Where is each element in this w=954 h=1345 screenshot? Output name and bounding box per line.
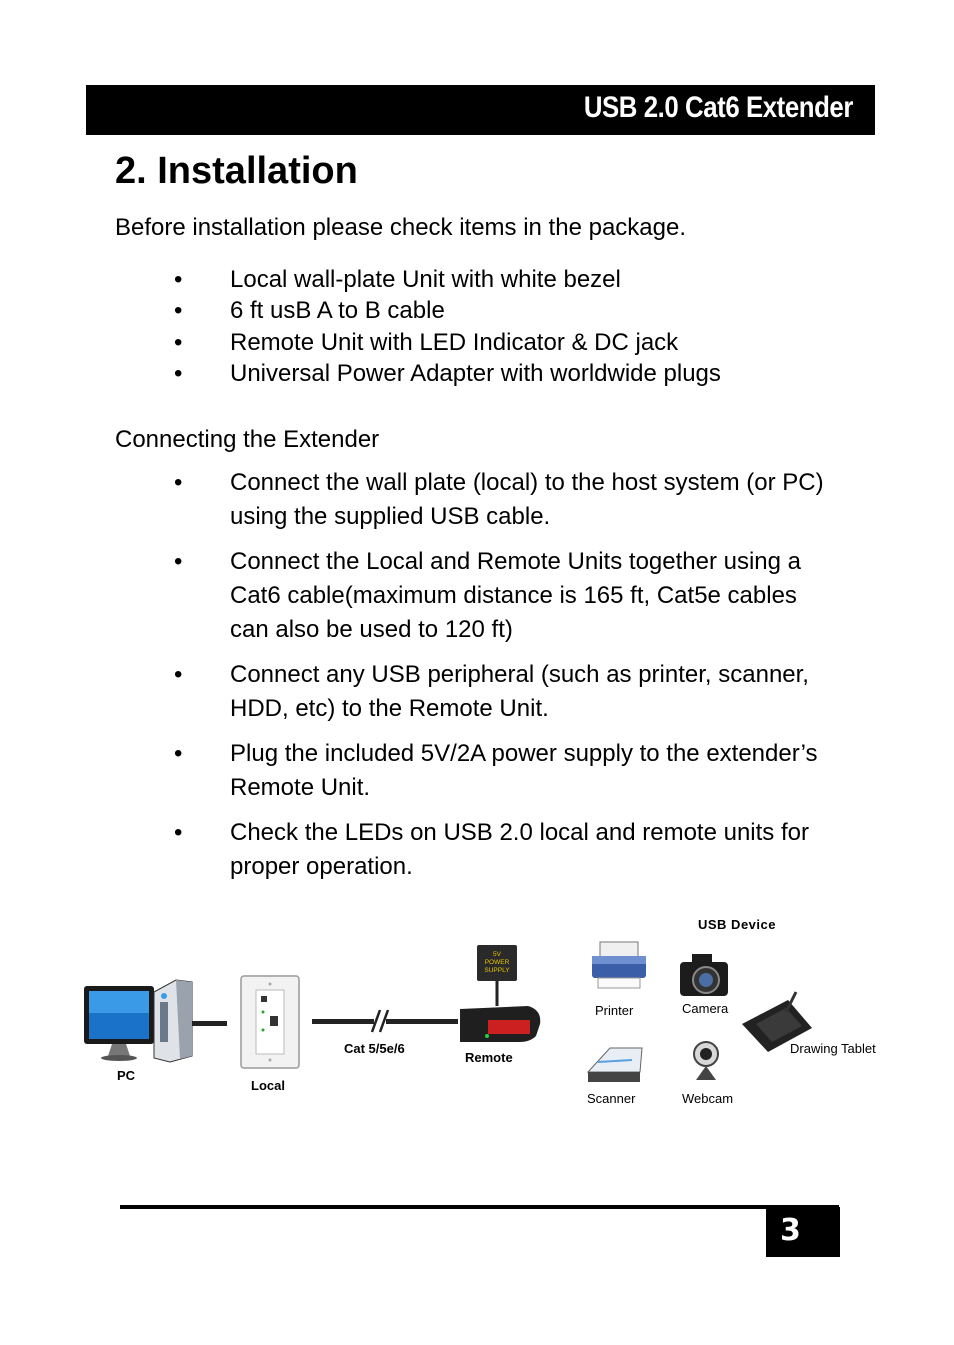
webcam-icon (694, 1042, 718, 1080)
pc-label: PC (117, 1068, 136, 1083)
camera-label: Camera (682, 1001, 729, 1016)
bullet: • (174, 359, 183, 387)
local-label: Local (251, 1078, 285, 1093)
step-text: Check the LEDs on USB 2.0 local and remote units for proper operation. (230, 819, 809, 880)
package-item: Universal Power Adapter with worldwide plugs (230, 359, 721, 387)
step-text: Plug the included 5V/2A power supply to the extender’s Remote Unit. (230, 740, 818, 801)
package-item: Remote Unit with LED Indicator & DC jack (230, 328, 679, 356)
psu-label-3: SUPPLY (484, 967, 510, 974)
list-item (0, 264, 954, 295)
bullet: • (174, 819, 183, 846)
page-number: 3 (780, 1213, 801, 1248)
cable-label: Cat 5/5e/6 (344, 1041, 405, 1056)
package-item: Local wall-plate Unit with white bezel (230, 266, 621, 293)
usb-cable-line (192, 1021, 227, 1026)
drawing-tablet-label: Drawing Tablet (790, 1041, 876, 1056)
pc-tower-icon (154, 980, 192, 1062)
package-list (0, 264, 954, 389)
printer-icon (592, 942, 646, 988)
remote-label: Remote (465, 1050, 513, 1065)
intro-text: Before installation please check items in the package. (115, 214, 686, 241)
bullet: • (174, 469, 183, 496)
psu-label-2: POWER (484, 959, 510, 966)
header-title: USB 2.0 Cat6 Extender (583, 91, 853, 124)
cat-cable-right (386, 1019, 458, 1024)
section-title: 2. Installation (115, 150, 358, 192)
connecting-heading: Connecting the Extender (115, 426, 380, 453)
webcam-label: Webcam (682, 1091, 734, 1106)
package-item: 6 ft usB A to B cable (230, 297, 445, 325)
list-item (0, 658, 954, 726)
bullet: • (174, 297, 183, 325)
header-bar (86, 85, 875, 135)
usb-device-heading: USB Device (698, 917, 776, 932)
pc-monitor-icon (84, 986, 154, 1061)
bullet: • (174, 740, 183, 767)
camera-icon (680, 954, 728, 996)
list-item (0, 358, 954, 389)
local-wallplate-icon (241, 976, 299, 1068)
list-item (0, 327, 954, 358)
scanner-label: Scanner (587, 1091, 636, 1106)
cat-cable-left (312, 1019, 374, 1024)
printer-label: Printer (595, 1003, 634, 1018)
bullet: • (174, 661, 183, 688)
list-item (0, 466, 954, 534)
bullet: • (174, 328, 183, 356)
list-item (0, 816, 954, 884)
diagram-graphics (80, 912, 880, 1112)
page-number-box (766, 1207, 840, 1257)
list-item (0, 545, 954, 647)
steps-list (0, 466, 954, 895)
footer-rule (120, 1205, 839, 1209)
step-text: Connect any USB peripheral (such as printer, scanner, HDD, etc) to the Remote Unit. (230, 661, 809, 722)
bullet: • (174, 266, 183, 293)
scanner-icon (588, 1048, 642, 1082)
list-item (0, 737, 954, 805)
psu-label-1: 5V (493, 951, 501, 958)
step-text: Connect the Local and Remote Units together using a Cat6 cable(maximum distance is 165 ft, Cat5e cables can also be used to 120 ft) (230, 548, 802, 643)
connection-diagram (80, 912, 880, 1112)
step-text: Connect the wall plate (local) to the host system (or PC) using the supplied USB cable. (230, 469, 824, 530)
bullet: • (174, 548, 183, 575)
remote-unit-icon (460, 1006, 540, 1042)
list-item (0, 295, 954, 326)
